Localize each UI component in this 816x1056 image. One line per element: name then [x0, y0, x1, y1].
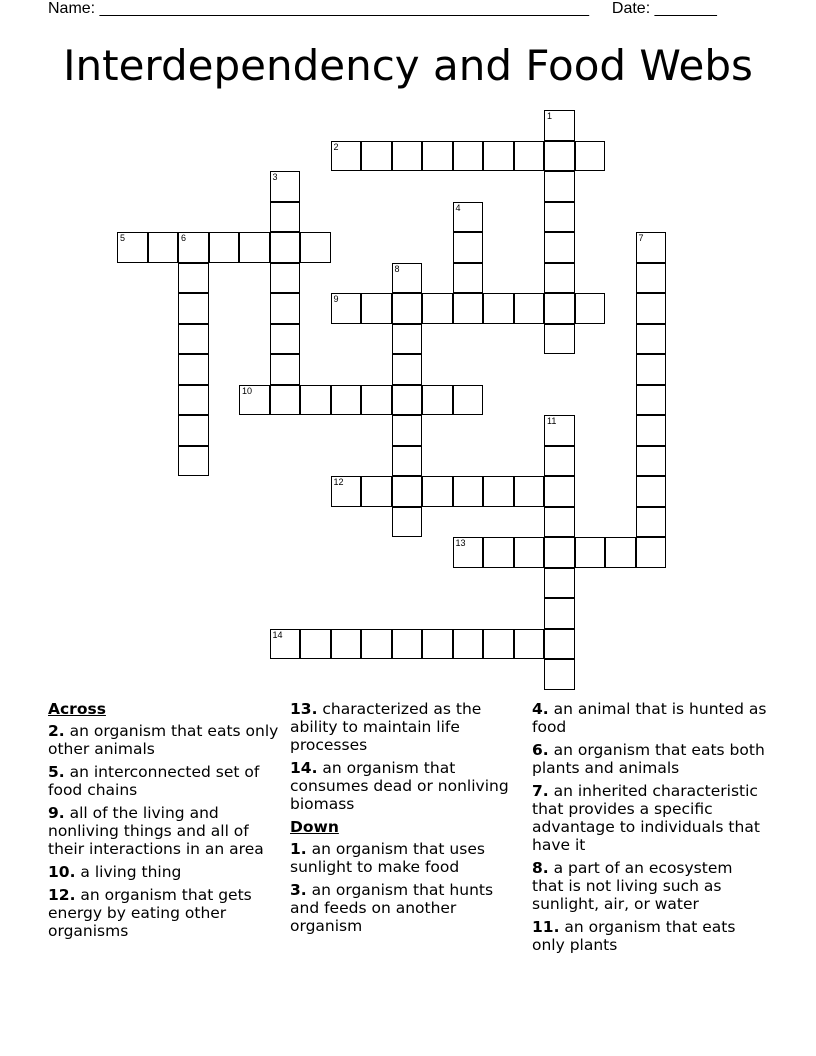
grid-cell[interactable] [361, 293, 392, 324]
across-heading: Across [48, 700, 106, 718]
grid-cell[interactable] [270, 629, 301, 660]
grid-cell[interactable] [483, 293, 514, 324]
clue-number: 1 [547, 111, 553, 121]
grid-cell[interactable] [361, 385, 392, 416]
grid-cell[interactable] [239, 232, 270, 263]
grid-cell[interactable] [178, 415, 209, 446]
grid-cell[interactable] [422, 141, 453, 172]
down-heading: Down [290, 818, 339, 836]
grid-cell[interactable] [544, 598, 575, 629]
grid-cell[interactable] [544, 232, 575, 263]
clue-column-2 [290, 700, 526, 940]
clue-number: 12 [333, 477, 344, 487]
grid-cell[interactable] [361, 476, 392, 507]
grid-cell[interactable] [392, 263, 423, 294]
clue-number: 2 [333, 141, 339, 152]
grid-cell[interactable] [453, 232, 484, 263]
grid-cell[interactable] [514, 537, 545, 568]
clue-number: 13 [455, 538, 466, 548]
grid-cell[interactable] [544, 659, 575, 690]
name-blank[interactable]: _______________________________________________________ [99, 0, 589, 17]
clue-column-1 [48, 700, 284, 945]
grid-cell[interactable] [422, 385, 453, 416]
grid-cell[interactable] [514, 141, 545, 172]
clue-number: 10 [242, 385, 253, 396]
grid-cell[interactable] [392, 446, 423, 477]
clue-across-5: 5. an interconnected set of food chains [48, 763, 260, 799]
grid-cell[interactable] [178, 385, 209, 416]
grid-cell[interactable] [636, 385, 667, 416]
clue-down-6: 6. an organism that eats both plants and animals [532, 741, 765, 777]
clue-number: 7 [638, 233, 644, 243]
grid-cell[interactable] [605, 537, 636, 568]
grid-cell[interactable] [453, 385, 484, 416]
grid-cell[interactable] [209, 232, 240, 263]
grid-cell[interactable] [300, 629, 331, 660]
grid-cell[interactable] [544, 202, 575, 233]
grid-cell[interactable] [514, 293, 545, 324]
grid-cell[interactable] [117, 232, 148, 263]
grid-cell[interactable] [636, 415, 667, 446]
grid-cell[interactable] [453, 537, 484, 568]
clue-number: 4 [455, 202, 461, 213]
grid-cell[interactable] [392, 415, 423, 446]
grid-cell[interactable] [270, 202, 301, 233]
grid-cell[interactable] [178, 354, 209, 385]
grid-cell[interactable] [361, 141, 392, 172]
grid-cell[interactable] [239, 385, 270, 416]
grid-cell[interactable] [392, 324, 423, 355]
grid-cell[interactable] [544, 476, 575, 507]
clue-down-11: 11. an organism that eats only plants [532, 918, 736, 954]
grid-cell[interactable] [544, 415, 575, 446]
grid-cell[interactable] [300, 385, 331, 416]
grid-cell[interactable] [544, 568, 575, 599]
grid-cell[interactable] [270, 232, 301, 263]
grid-cell[interactable] [270, 293, 301, 324]
grid-cell[interactable] [636, 507, 667, 538]
grid-cell[interactable] [270, 385, 301, 416]
grid-cell[interactable] [453, 141, 484, 172]
grid-cell[interactable] [544, 324, 575, 355]
grid-cell[interactable] [575, 141, 606, 172]
grid-cell[interactable] [392, 385, 423, 416]
clue-column-3 [532, 700, 768, 959]
grid-cell[interactable] [270, 324, 301, 355]
clue-across-10: 10. a living thing [48, 863, 182, 881]
grid-cell[interactable] [636, 476, 667, 507]
grid-cell[interactable] [148, 232, 179, 263]
clue-across-13: 13. characterized as the ability to maintain life processes [290, 700, 482, 754]
clue-down-1: 1. an organism that uses sunlight to make food [290, 840, 485, 876]
grid-cell[interactable] [483, 629, 514, 660]
grid-cell[interactable] [270, 171, 301, 202]
grid-cell[interactable] [453, 263, 484, 294]
grid-cell[interactable] [270, 263, 301, 294]
clue-down-4: 4. an animal that is hunted as food [532, 700, 767, 736]
clue-number: 11 [547, 416, 557, 426]
grid-cell[interactable] [636, 354, 667, 385]
clue-number: 3 [272, 172, 278, 182]
grid-cell[interactable] [575, 537, 606, 568]
grid-cell[interactable] [178, 232, 209, 263]
grid-cell[interactable] [636, 263, 667, 294]
grid-cell[interactable] [422, 293, 453, 324]
clue-down-8: 8. a part of an ecosystem that is not living such as sunlight, air, or water [532, 859, 733, 913]
grid-cell[interactable] [544, 263, 575, 294]
clue-across-9: 9. all of the living and nonliving things and all of their interactions in an area [48, 804, 264, 858]
grid-cell[interactable] [178, 263, 209, 294]
clue-number: 5 [120, 233, 126, 243]
clue-number: 6 [181, 233, 187, 243]
grid-cell[interactable] [544, 507, 575, 538]
grid-cell[interactable] [483, 537, 514, 568]
grid-cell[interactable] [544, 171, 575, 202]
grid-cell[interactable] [544, 629, 575, 660]
grid-cell[interactable] [331, 385, 362, 416]
grid-cell[interactable] [392, 354, 423, 385]
grid-cell[interactable] [544, 110, 575, 141]
grid-cell[interactable] [514, 476, 545, 507]
grid-cell[interactable] [422, 476, 453, 507]
grid-cell[interactable] [392, 141, 423, 172]
grid-cell[interactable] [636, 446, 667, 477]
grid-cell[interactable] [453, 629, 484, 660]
clue-number: 9 [333, 294, 339, 304]
date-label: Date: [611, 0, 651, 17]
grid-cell[interactable] [544, 446, 575, 477]
grid-cell[interactable] [483, 476, 514, 507]
grid-cell[interactable] [514, 629, 545, 660]
grid-cell[interactable] [483, 141, 514, 172]
grid-cell[interactable] [544, 293, 575, 324]
grid-cell[interactable] [636, 293, 667, 324]
clue-down-3: 3. an organism that hunts and feeds on another organism [290, 881, 494, 935]
grid-cell[interactable] [392, 476, 423, 507]
clue-number: 8 [394, 263, 400, 274]
grid-cell[interactable] [575, 293, 606, 324]
grid-cell[interactable] [392, 507, 423, 538]
grid-cell[interactable] [453, 293, 484, 324]
grid-cell[interactable] [636, 537, 667, 568]
page-title: Interdependency and Food Webs [63, 41, 753, 90]
clue-across-14: 14. an organism that consumes dead or nonliving biomass [290, 759, 509, 813]
grid-cell[interactable] [178, 446, 209, 477]
grid-cell[interactable] [392, 293, 423, 324]
grid-cell[interactable] [361, 629, 392, 660]
grid-cell[interactable] [178, 324, 209, 355]
name-label: Name: [48, 0, 96, 17]
grid-cell[interactable] [636, 232, 667, 263]
clue-down-7: 7. an inherited characteristic that provides a specific advantage to individuals that have it [532, 782, 760, 854]
grid-cell[interactable] [544, 141, 575, 172]
grid-cell[interactable] [178, 293, 209, 324]
grid-cell[interactable] [453, 202, 484, 233]
grid-cell[interactable] [453, 476, 484, 507]
grid-cell[interactable] [331, 476, 362, 507]
grid-cell[interactable] [270, 354, 301, 385]
grid-cell[interactable] [636, 324, 667, 355]
grid-cell[interactable] [544, 537, 575, 568]
grid-cell[interactable] [422, 629, 453, 660]
grid-cell[interactable] [331, 629, 362, 660]
grid-cell[interactable] [331, 293, 362, 324]
grid-cell[interactable] [392, 629, 423, 660]
clue-number: 14 [272, 629, 283, 640]
grid-cell[interactable] [331, 141, 362, 172]
grid-cell[interactable] [300, 232, 331, 263]
clue-across-12: 12. an organism that gets energy by eating other organisms [48, 886, 252, 940]
date-blank[interactable]: _______ [654, 0, 717, 17]
clue-across-2: 2. an organism that eats only other animals [48, 722, 279, 758]
